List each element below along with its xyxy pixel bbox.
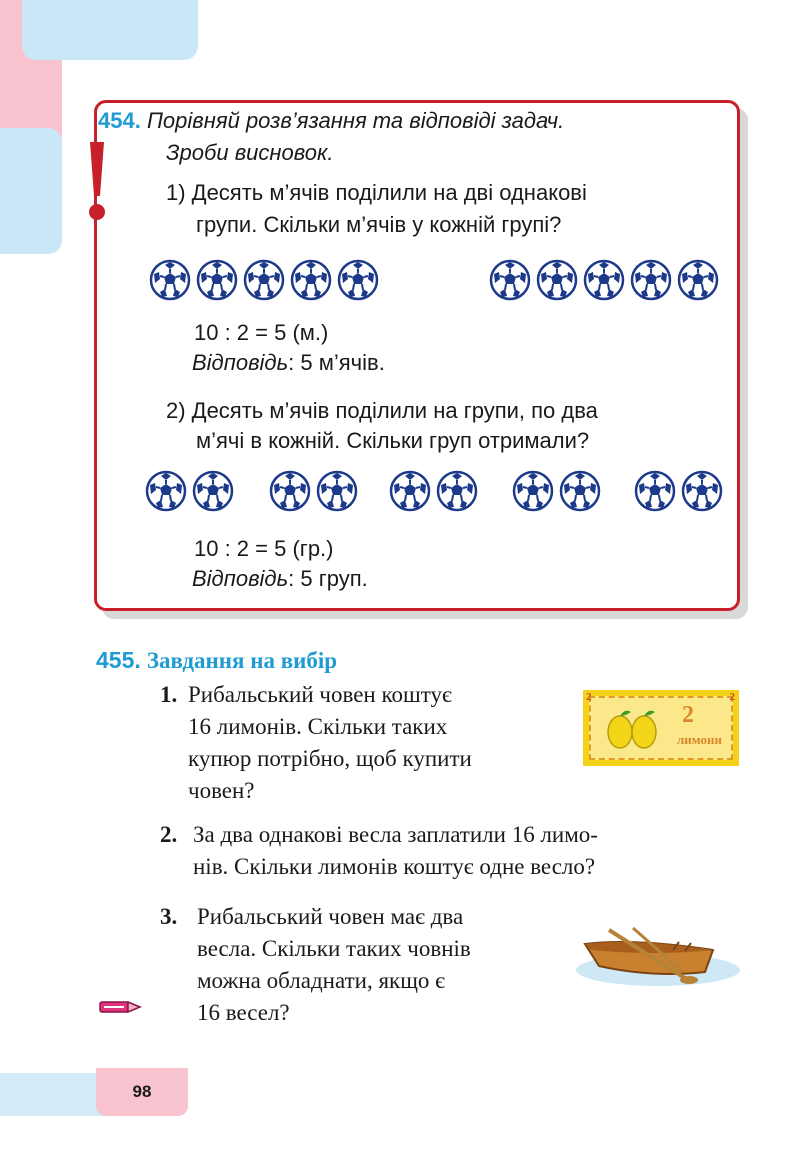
problem2-equation: 10 : 2 = 5 (гр.): [194, 536, 334, 561]
banknote-corner: 2: [586, 691, 592, 703]
soccer-ball-icon: [536, 259, 578, 301]
task2-line1: За два однакові весла заплатили 16 лимо-: [193, 822, 598, 847]
soccer-ball-icon: [192, 470, 234, 512]
task1-number: 1.: [160, 682, 178, 707]
pencil-icon: [98, 997, 144, 1017]
task1-line2: 16 лимонів. Скільки таких: [188, 714, 448, 739]
soccer-ball-icon: [389, 470, 431, 512]
page-corner-tab-blue: [22, 0, 198, 60]
banknote-image: [583, 690, 739, 766]
soccer-ball-icon: [196, 259, 238, 301]
task3-line3: можна обладнати, якщо є: [197, 968, 446, 993]
answer-value: : 5 м’ячів.: [288, 350, 385, 375]
soccer-ball-icon: [630, 259, 672, 301]
banknote-label: лимони: [677, 732, 722, 747]
exercise-title: Завдання на вибір: [146, 648, 338, 673]
soccer-ball-icon: [489, 259, 531, 301]
exercise-number: 455.: [96, 647, 141, 673]
answer-label: Відповідь: [192, 350, 289, 375]
boat-image: [573, 920, 743, 990]
soccer-ball-icon: [634, 470, 676, 512]
instruction-text-line2: Зроби висновок.: [166, 140, 334, 165]
problem1-line2: групи. Скільки м’ячів у кожній групі?: [196, 212, 562, 237]
answer-value: : 5 груп.: [288, 566, 368, 591]
instruction-text: Порівняй розв’язання та відповіді задач.: [146, 108, 565, 133]
page-side-tab-blue: [0, 128, 62, 254]
soccer-ball-icon: [677, 259, 719, 301]
problem2-line2: м’ячі в кожній. Скільки груп отримали?: [196, 428, 590, 453]
exercise-number: 454.: [98, 108, 141, 133]
problem2-line1: 2) Десять м’ячів поділили на групи, по два: [166, 398, 598, 423]
soccer-ball-icon: [316, 470, 358, 512]
soccer-ball-icon: [559, 470, 601, 512]
task3-number: 3.: [160, 904, 178, 929]
problem1-equation: 10 : 2 = 5 (м.): [194, 320, 329, 345]
soccer-ball-icon: [512, 470, 554, 512]
soccer-ball-icon: [337, 259, 379, 301]
task3-line4: 16 весел?: [197, 1000, 290, 1025]
answer-label: Відповідь: [192, 566, 289, 591]
task3-line1: Рибальський човен має два: [197, 904, 464, 929]
problem1-answer: [192, 348, 385, 378]
problem1-line1: 1) Десять м’ячів поділили на дві однакові: [166, 180, 587, 205]
task2-line2: нів. Скільки лимонів коштує одне весло?: [193, 854, 596, 879]
exercise-454-frame: [94, 100, 740, 611]
soccer-ball-icon: [243, 259, 285, 301]
exclamation-icon: [88, 140, 106, 222]
task3-line2: весла. Скільки таких човнів: [197, 936, 471, 961]
soccer-ball-icon: [681, 470, 723, 512]
exercise-455-heading: [96, 645, 337, 676]
exercise-454-heading: [98, 106, 564, 136]
soccer-ball-icon: [269, 470, 311, 512]
task2-number: 2.: [160, 822, 178, 847]
page-number: 98: [96, 1068, 188, 1116]
soccer-ball-icon: [583, 259, 625, 301]
problem2-answer: [192, 564, 368, 594]
soccer-ball-icon: [436, 470, 478, 512]
banknote-value: 2: [682, 702, 694, 728]
banknote-corner: 2: [729, 691, 735, 703]
task1-line4: човен?: [188, 778, 255, 803]
task1-line1: Рибальський човен коштує: [188, 682, 452, 707]
task1-line3: купюр потрібно, щоб купити: [188, 746, 472, 771]
soccer-ball-icon: [145, 470, 187, 512]
soccer-ball-icon: [290, 259, 332, 301]
soccer-ball-icon: [149, 259, 191, 301]
lemon-icon: [605, 706, 659, 752]
